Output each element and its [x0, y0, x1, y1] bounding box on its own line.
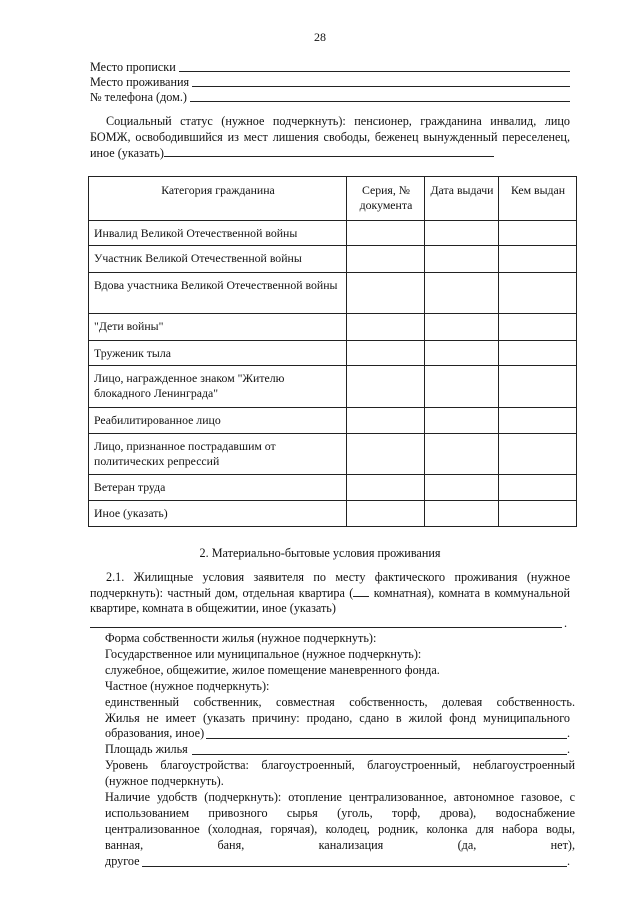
series-cell[interactable] [347, 434, 425, 475]
amenities-other-line[interactable] [142, 854, 567, 867]
social-status-other-line[interactable] [164, 145, 494, 157]
no-housing-field: образования, иное) . [105, 726, 570, 740]
header-issued-by: Кем выдан [499, 177, 577, 221]
housing-conditions-text-a: 2.1. Жилищные условия заявителя по месту фактического проживания (нужное подчеркнуть): частный дом, отдельная квартира ( [90, 570, 570, 601]
ownership-title: Форма собственности жилья (нужное подчеркнуть): [105, 631, 377, 645]
series-cell[interactable] [347, 314, 425, 341]
improvement-level-text: Уровень благоустройства: благоустроенный, благоустроенный, неблагоустроенный [105, 758, 575, 772]
amenities-other-field: другое . [105, 854, 570, 868]
table-row [89, 434, 577, 475]
date-cell[interactable] [425, 246, 499, 273]
issuer-cell[interactable] [499, 434, 577, 475]
series-cell[interactable] [347, 246, 425, 273]
series-cell[interactable] [347, 475, 425, 501]
date-cell[interactable] [425, 221, 499, 246]
amenities-line-3: централизованное (холодная, горячая), колодец, родник, колонка для набора воды, [105, 822, 575, 836]
category-cell: Участник Великой Отечественной войны [89, 246, 347, 273]
date-cell[interactable] [425, 475, 499, 501]
category-cell: Инвалид Великой Отечественной войны [89, 221, 347, 246]
table-row [89, 273, 577, 314]
no-housing-label: образования, иное) [105, 726, 205, 740]
issuer-cell[interactable] [499, 314, 577, 341]
ownership-state-types: служебное, общежитие, жилое помещение маневренного фонда. [105, 663, 440, 677]
date-cell[interactable] [425, 341, 499, 366]
amenities-other-label: другое [105, 854, 140, 868]
date-cell[interactable] [425, 273, 499, 314]
amenities-line-1: Наличие удобств (подчеркнуть): отопление централизованное, автономное газовое, с [105, 790, 575, 804]
social-status-paragraph [90, 114, 570, 162]
table-header-row [89, 177, 577, 221]
amenities-line-4: ванная, баня, канализация (да, нет), [105, 838, 575, 852]
housing-other-line[interactable] [90, 616, 562, 628]
area-label: Площадь жилья [105, 742, 188, 756]
housing-other-field: . [90, 616, 570, 631]
category-cell: Труженик тыла [89, 341, 347, 366]
phone-label: № телефона (дом.) [90, 90, 187, 104]
issuer-cell[interactable] [499, 408, 577, 434]
residence-label: Место проживания [90, 75, 190, 89]
issuer-cell[interactable] [499, 273, 577, 314]
issuer-cell[interactable] [499, 246, 577, 273]
header-issue-date: Дата выдачи [425, 177, 499, 221]
table-row [89, 475, 577, 501]
social-status-text: Социальный статус (нужное подчеркнуть): пенсионер, гражданина инвалид, лицо БОМЖ, освободившийся из мест лишения свободы, беженец вынужденный переселенец, иное (указать) [90, 114, 570, 160]
registration-field [90, 60, 570, 75]
ownership-private-types: единственный собственник, совместная собственность, долевая собственность. [105, 695, 575, 709]
citizen-category-table [88, 176, 577, 527]
date-cell[interactable] [425, 434, 499, 475]
category-cell: Лицо, признанное пострадавшим от политических репрессий [89, 434, 347, 475]
ownership-private: Частное (нужное подчеркнуть): [105, 679, 270, 693]
series-cell[interactable] [347, 341, 425, 366]
registration-label: Место прописки [90, 60, 176, 74]
housing-conditions-text-b: комнатная), комната в коммунальной квартире, комната в общежитии, иное (указать) [90, 586, 570, 616]
date-cell[interactable] [425, 408, 499, 434]
improvement-level-note: (нужное подчеркнуть). [105, 774, 224, 788]
amenities-line-2: использованием привозного сырья (уголь, торф, дрова), водоснабжение [105, 806, 575, 820]
series-cell[interactable] [347, 501, 425, 527]
residence-field [90, 75, 570, 90]
issuer-cell[interactable] [499, 341, 577, 366]
residence-line[interactable] [192, 75, 570, 87]
ownership-state: Государственное или муниципальное (нужное подчеркнуть): [105, 647, 422, 661]
phone-field [90, 90, 570, 105]
table-row [89, 501, 577, 527]
table-row [89, 314, 577, 341]
section-2-title: 2. Материально-бытовые условия проживания [199, 546, 441, 560]
issuer-cell[interactable] [499, 501, 577, 527]
area-line[interactable] [192, 742, 567, 755]
table-row [89, 366, 577, 408]
category-cell: "Дети войны" [89, 314, 347, 341]
issuer-cell[interactable] [499, 221, 577, 246]
table-row [89, 341, 577, 366]
series-cell[interactable] [347, 221, 425, 246]
housing-conditions-paragraph [90, 570, 570, 617]
category-cell: Ветеран труда [89, 475, 347, 501]
category-cell: Вдова участника Великой Отечественной войны [89, 273, 347, 314]
category-cell: Лицо, награжденное знаком "Жителю блокадного Ленинграда" [89, 366, 347, 408]
issuer-cell[interactable] [499, 366, 577, 408]
series-cell[interactable] [347, 408, 425, 434]
table-row [89, 246, 577, 273]
page-number: 28 [314, 30, 326, 44]
category-cell: Иное (указать) [89, 501, 347, 527]
date-cell[interactable] [425, 501, 499, 527]
date-cell[interactable] [425, 366, 499, 408]
header-category: Категория гражданина [89, 177, 347, 221]
phone-line[interactable] [190, 90, 570, 102]
issuer-cell[interactable] [499, 475, 577, 501]
series-cell[interactable] [347, 366, 425, 408]
category-cell: Реабилитированное лицо [89, 408, 347, 434]
room-count-field[interactable] [353, 585, 369, 597]
no-housing-text: Жилья не имеет (указать причину: продано, сдано в жилой фонд муниципального [105, 711, 570, 725]
header-series-number: Серия, № документа [347, 177, 425, 221]
no-housing-line[interactable] [206, 726, 567, 739]
series-cell[interactable] [347, 273, 425, 314]
date-cell[interactable] [425, 314, 499, 341]
table-row [89, 221, 577, 246]
area-field: Площадь жилья . [105, 742, 570, 756]
registration-line[interactable] [179, 60, 570, 72]
table-row [89, 408, 577, 434]
